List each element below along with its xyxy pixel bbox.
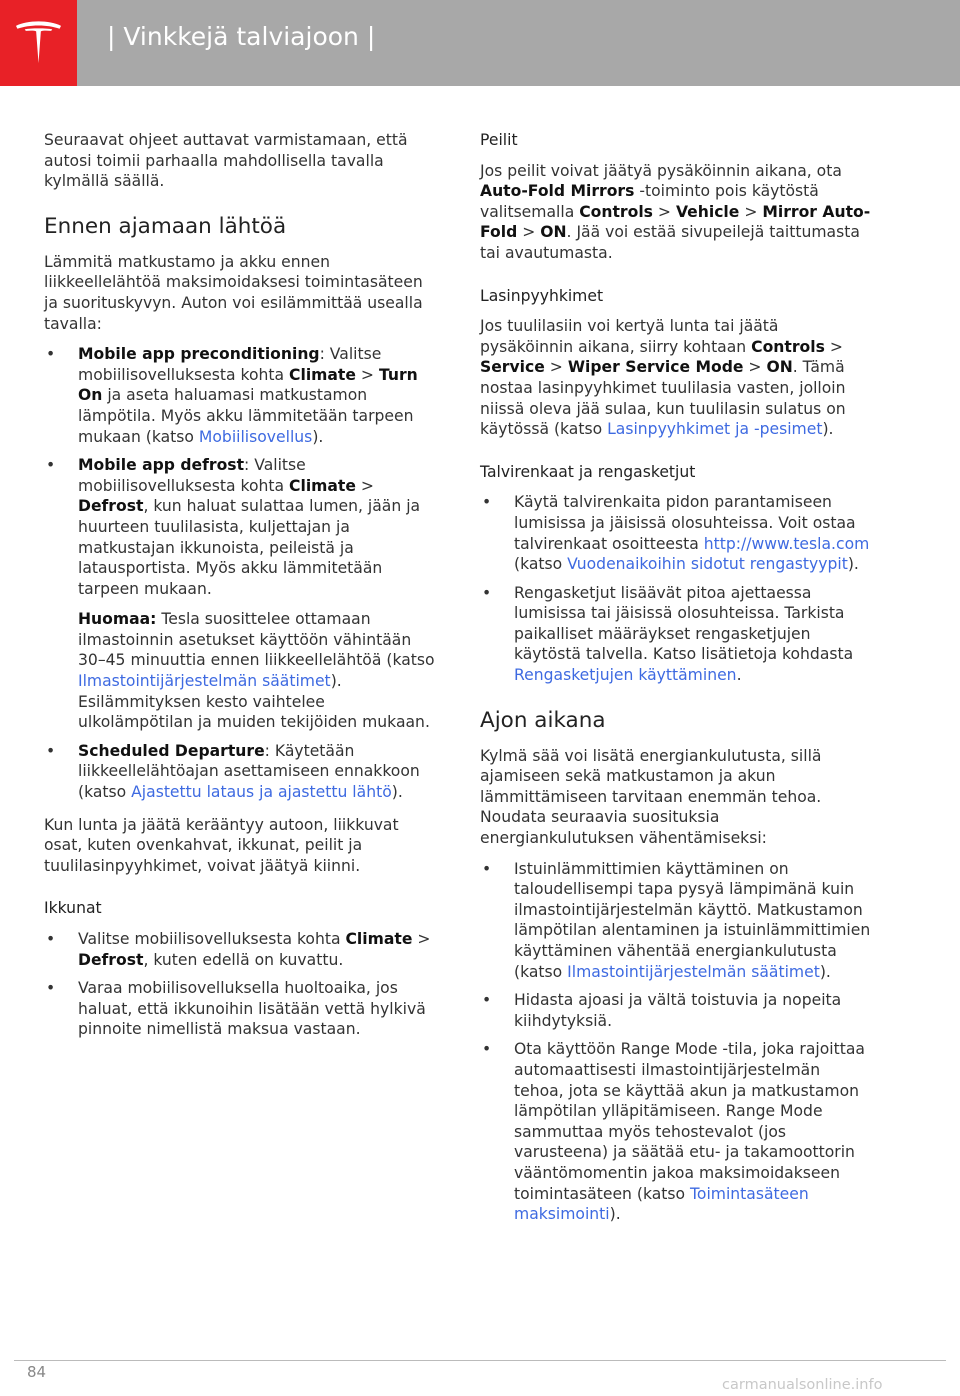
term: Defrost <box>78 950 144 969</box>
term: Scheduled Departure <box>78 741 265 760</box>
right-column <box>480 130 872 1233</box>
left-column <box>44 130 436 1048</box>
preconditioning-list <box>44 344 436 802</box>
text: ). <box>822 420 834 439</box>
list-item <box>480 492 872 574</box>
mirrors-paragraph <box>480 161 872 264</box>
heading-windows: Ikkunat <box>44 899 102 918</box>
bullet: • <box>482 1040 492 1059</box>
watermark: carmanualsonline.info <box>722 1377 883 1393</box>
term: Service <box>480 358 545 377</box>
note-label: Huomaa: <box>78 610 157 629</box>
heading-tires: Talvirenkaat ja rengasketjut <box>480 462 696 481</box>
note <box>78 609 436 733</box>
heading-mirrors: Peilit <box>480 131 518 149</box>
text: ). <box>312 427 324 446</box>
page-header <box>0 0 960 86</box>
term: Climate <box>289 365 356 384</box>
page-title: | Vinkkejä talviajoon | <box>107 22 376 51</box>
text: . Jää voi estää sivupeilejä taittumasta tai avautumasta. <box>480 223 860 262</box>
text: (katso <box>514 555 568 574</box>
list-item <box>44 741 436 803</box>
list-item <box>44 929 436 970</box>
term: Turn On <box>78 365 418 405</box>
link-scheduled-departure[interactable]: Ajastettu lataus ja ajastettu lähtö <box>131 783 392 802</box>
bullet: • <box>46 456 56 475</box>
term: Climate <box>289 476 356 495</box>
list-item <box>480 859 872 983</box>
term: Controls <box>751 337 825 356</box>
freeze-paragraph: Kun lunta ja jäätä kerääntyy autoon, liikkuvat osat, kuten ovenkahvat, ikkunat, peilit ja tuulilasinpyyhkimet, voivat jäätyä kiinni. <box>44 815 399 875</box>
text: : Käytetään liikkeellelähtöajan asettamiseen ennakkoon (katso <box>78 741 420 802</box>
heading-wipers: Lasinpyyhkimet <box>480 286 604 305</box>
bullet: • <box>46 979 56 998</box>
text: > <box>544 358 568 377</box>
footer-divider <box>14 1360 946 1361</box>
text: > <box>355 365 379 384</box>
list-item <box>480 990 872 1031</box>
text: Ota käyttöön Range Mode -tila, joka rajoittaa automaattisesti ilmastointijärjestelmän tehoa, jota se käyttää akun ja matkustamon lämpötilan ylläpitämiseen. Range Mode sammuttaa myös tehostevalot (jos varusteena) ja säätää etu- ja takamoottorin vääntömomentin jakoa maksimoidakseen toimintasäteen (katso <box>514 1040 865 1203</box>
list-item <box>480 1039 872 1224</box>
text: . <box>736 666 742 685</box>
intro-paragraph: Seuraavat ohjeet auttavat varmistamaan, että autosi toimii parhaalla mahdollisella tavalla kylmällä säällä. <box>44 131 408 191</box>
term: ON <box>766 358 793 377</box>
bullet: • <box>46 345 56 364</box>
term: Mobile app preconditioning <box>78 345 320 364</box>
text: , kun haluat sulattaa lumen, jään ja huurteen tuulilasista, kuljettajan ja matkustajan ikkunoista, peileistä ja latausportista. Myös akku lämmitetään tarpeen mukaan. <box>78 497 421 598</box>
text: ). <box>819 962 831 981</box>
text: ). <box>391 783 403 802</box>
text: , kuten edellä on kuvattu. <box>143 950 344 969</box>
term: Mirror Auto-Fold <box>480 202 871 242</box>
text: Valitse mobiilisovelluksesta kohta <box>78 930 346 948</box>
link-tesla-website[interactable]: http://www.tesla.com <box>703 534 870 553</box>
text: Käytä talvirenkaita pidon parantamiseen lumisissa ja jäisissä olosuhteissa. Voit ostaa talvirenkaat osoitteesta <box>514 493 856 553</box>
heading-while-driving: Ajon aikana <box>480 707 606 733</box>
text: Jos peilit voivat jäätyä pysäköinnin aikana, ota <box>480 161 842 180</box>
text: ja aseta haluamasi matkustamon lämpötila. Myös akku lämmitetään tarpeen mukaan (katso <box>78 386 414 446</box>
brand-logo <box>0 0 77 86</box>
text: > <box>824 337 843 356</box>
link-wipers[interactable]: Lasinpyyhkimet ja -pesimet <box>607 420 823 439</box>
list-item <box>44 455 436 733</box>
before-paragraph: Lämmitä matkustamo ja akku ennen liikkeellelähtöä maksimoidaksesi toimintasäteen ja suorituskyvyn. Auton voi esilämmittää usealla tavalla: <box>44 252 423 333</box>
link-climate-controls[interactable]: Ilmastointijärjestelmän säätimet <box>78 672 331 691</box>
text: > <box>517 223 541 242</box>
text: Hidasta ajoasi ja vältä toistuvia ja nopeita kiihdytyksiä. <box>514 991 842 1030</box>
bullet: • <box>482 991 492 1010</box>
driving-paragraph: Kylmä sää voi lisätä energiankulutusta, sillä ajamiseen sekä matkustamon ja akun lämmittämiseen tarvitaan enemmän tehoa. Noudata seuraavia suosituksia energiankulutuksen vähentämiseksi: <box>480 746 822 848</box>
text: Rengasketjut lisäävät pitoa ajettaessa lumisissa tai jäisissä olosuhteissa. Tarkista paikalliset määräykset rengasketjujen käytöstä talvella. Katso lisätietoja kohdasta <box>514 583 854 664</box>
text: ). Esilämmityksen kesto vaihtelee ulkolämpötilan ja muiden tekijöiden mukaan. <box>78 672 430 732</box>
link-maximize-range[interactable]: Toimintasäteen maksimointi <box>514 1184 809 1224</box>
text: Varaa mobiilisovelluksella huoltoaika, jos haluat, että ikkunoihin lisätään vettä hylkivä pinnoite nimellistä maksua vastaan. <box>78 979 426 1039</box>
bullet: • <box>482 859 492 878</box>
link-seasonal-tires[interactable]: Vuodenaikoihin sidotut rengastyypit <box>567 555 848 574</box>
term: Defrost <box>78 497 144 516</box>
text: > <box>743 358 767 377</box>
text: . Tämä nostaa lasinpyyhkimet tuulilasia vasten, jolloin niissä oleva jää sulaa, kun tuulilasin sulatus on käytössä (katso <box>480 358 846 439</box>
term: ON <box>540 223 567 242</box>
term: Mobile app defrost <box>78 456 245 475</box>
link-mobile-app[interactable]: Mobiilisovellus <box>198 427 313 446</box>
bullet: • <box>482 493 492 512</box>
tesla-logo-icon <box>14 18 63 67</box>
list-item <box>44 344 436 447</box>
term: Controls <box>579 202 653 221</box>
bullet: • <box>46 741 56 760</box>
text: Tesla suosittelee ottamaan ilmastoinnin asetukset käyttöön vähintään 30–45 minuuttia ennen liikkeellelähtöä (katso <box>78 610 435 670</box>
term: Vehicle <box>675 202 740 221</box>
windows-list <box>44 929 436 1040</box>
text: ). <box>847 555 859 574</box>
text: Jos tuulilasiin voi kertyä lunta tai jäätä pysäköinnin aikana, siirry kohtaan <box>480 317 779 356</box>
page-number: 84 <box>27 1363 47 1381</box>
driving-list <box>480 859 872 1225</box>
heading-before-driving: Ennen ajamaan lähtöä <box>44 213 287 239</box>
text: ). <box>609 1205 621 1224</box>
text: : Valitse mobiilisovelluksesta kohta <box>78 456 306 495</box>
link-tire-chains[interactable]: Rengasketjujen käyttäminen <box>514 666 737 685</box>
link-climate-controls[interactable]: Ilmastointijärjestelmän säätimet <box>567 962 820 981</box>
term: Wiper Service Mode <box>567 358 744 377</box>
tires-list <box>480 492 872 685</box>
bullet: • <box>482 583 492 602</box>
term: Climate <box>345 930 413 948</box>
text: > <box>355 476 374 495</box>
bullet: • <box>46 930 56 948</box>
list-item <box>44 978 436 1040</box>
text: > <box>739 202 763 221</box>
text: -toiminto pois käytöstä valitsemalla <box>480 182 819 221</box>
wipers-paragraph <box>480 316 872 440</box>
text: Istuinlämmittimien käyttäminen on taloudellisempi tapa pysyä lämpimänä kuin ilmastointijärjestelmän käyttö. Matkustamon lämpötilan alentaminen ja istuinlämmittimien käyttäminen vähentää energiankulutusta (katso <box>514 859 871 981</box>
text: > <box>412 930 431 948</box>
term: Auto-Fold Mirrors <box>480 182 635 201</box>
text: > <box>652 202 676 221</box>
text: : Valitse mobiilisovelluksesta kohta <box>78 345 382 384</box>
list-item <box>480 583 872 686</box>
